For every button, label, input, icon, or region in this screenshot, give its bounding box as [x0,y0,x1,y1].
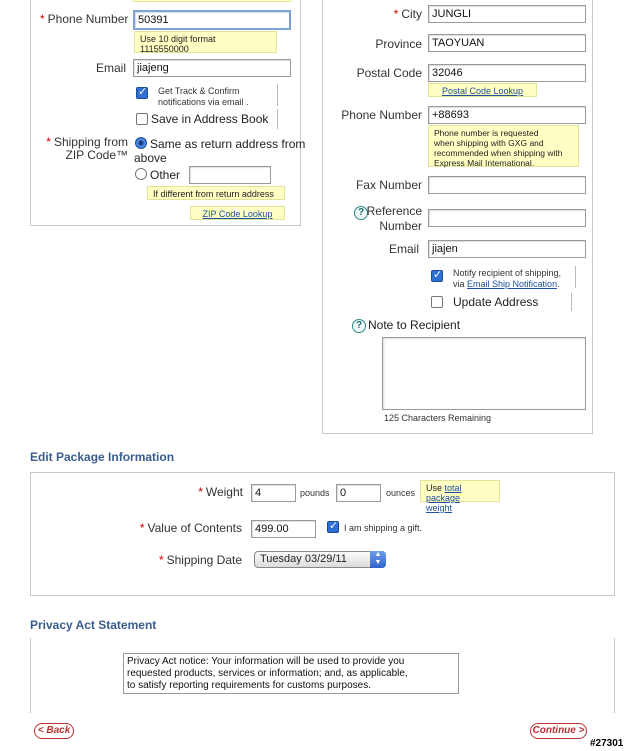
divider [277,109,278,129]
save-address-checkbox[interactable] [136,113,148,125]
recipient-email-label: Email [388,242,419,256]
gift-checkbox[interactable] [327,521,339,533]
total-weight-tip: Use total package weight [420,480,500,502]
sender-email-input[interactable]: jiajeng [133,59,291,77]
divider [575,266,576,288]
privacy-textarea[interactable]: Privacy Act notice: Your information will be used to provide you requested products, services or information; and, as applicable, to satisfy reporting requirements for customs purposes. [123,653,459,694]
divider [277,84,278,106]
sender-phone-input[interactable]: 50391 [133,10,291,30]
update-address-label: Update Address [453,295,539,309]
save-address-label: Save in Address Book [151,112,269,126]
reference-help-icon[interactable]: ? [354,206,368,220]
sender-phone-label: * Phone Number [40,12,129,26]
same-as-return-radio[interactable] [135,137,147,149]
city-input[interactable]: JUNGLI [428,5,586,23]
select-arrows-icon: ▲ ▼ [370,551,386,568]
other-zip-tip: If different from return address [147,186,285,200]
top-field-fragment [133,0,291,2]
city-label: * City [393,7,422,21]
total-weight-link-cont[interactable]: weight [426,503,453,513]
shipping-date-label: * Shipping Date [158,553,242,567]
postal-lookup-link[interactable]: Postal Code Lookup [441,86,524,96]
shipping-date-select[interactable]: Tuesday 03/29/11 ▲ ▼ [254,551,386,568]
postal-code-label: Postal Code [356,66,422,80]
reference-label: Reference Number [366,204,422,233]
province-label: Province [375,37,422,51]
postal-lookup-box [428,83,537,97]
ship-from-label: * Shipping from ZIP Code™ [46,135,128,162]
province-input[interactable]: TAOYUAN [428,34,586,52]
note-help-icon[interactable]: ? [352,319,366,333]
email-ship-notification-link[interactable]: Email Ship Notification [467,279,558,289]
ounces-input[interactable]: 0 [336,484,381,502]
ounces-unit: ounces [386,488,416,498]
sender-phone-tip: Use 10 digit format 1115550000 [134,31,277,53]
recipient-phone-input[interactable]: +88693 [428,106,586,124]
note-label: Note to Recipient [368,318,461,332]
note-textarea[interactable] [382,337,586,410]
total-weight-link[interactable]: total package [426,483,462,503]
notify-recipient-checkbox[interactable] [431,270,443,282]
divider [571,293,572,311]
reference-input[interactable] [428,209,586,227]
pounds-input[interactable]: 4 [251,484,296,502]
recipient-email-input[interactable]: jiajen [428,240,586,258]
privacy-section-title: Privacy Act Statement [30,618,157,632]
track-confirm-label: Get Track & Confirm notifications via email . [158,86,249,107]
contents-value-label: * Value of Contents [139,521,242,535]
recipient-phone-tip: Phone number is requested when shipping with GXG and recommended when shipping with Express Mail International. [428,125,579,167]
weight-label: * Weight [198,485,243,499]
other-zip-input[interactable] [189,166,271,184]
contents-value-input[interactable]: 499.00 [251,520,316,538]
other-zip-label: Other [150,168,181,182]
update-address-checkbox[interactable] [431,296,443,308]
package-section-title: Edit Package Information [30,450,175,464]
chars-remaining: 125 Characters Remaining [384,413,492,423]
pounds-unit: pounds [300,488,330,498]
fax-label: Fax Number [355,178,422,192]
same-as-return-label: Same as return address from [150,137,306,151]
sender-email-label: Email [95,61,126,75]
zip-lookup-box [190,206,285,220]
track-confirm-checkbox[interactable] [136,87,148,99]
postal-code-input[interactable]: 32046 [428,64,586,82]
back-button[interactable]: < Back [34,723,74,739]
image-id-watermark: #27301 [590,738,624,749]
fax-input[interactable] [428,176,586,194]
gift-label: I am shipping a gift. [344,523,423,533]
other-zip-radio[interactable] [135,168,147,180]
recipient-phone-label: Phone Number [341,108,422,122]
continue-button[interactable]: Continue > [530,723,587,739]
same-as-return-label-cont: above [134,151,167,165]
zip-lookup-link[interactable]: ZIP Code Lookup [202,209,273,219]
notify-recipient-label: Notify recipient of shipping, via Email Ship Notification. [453,268,562,289]
